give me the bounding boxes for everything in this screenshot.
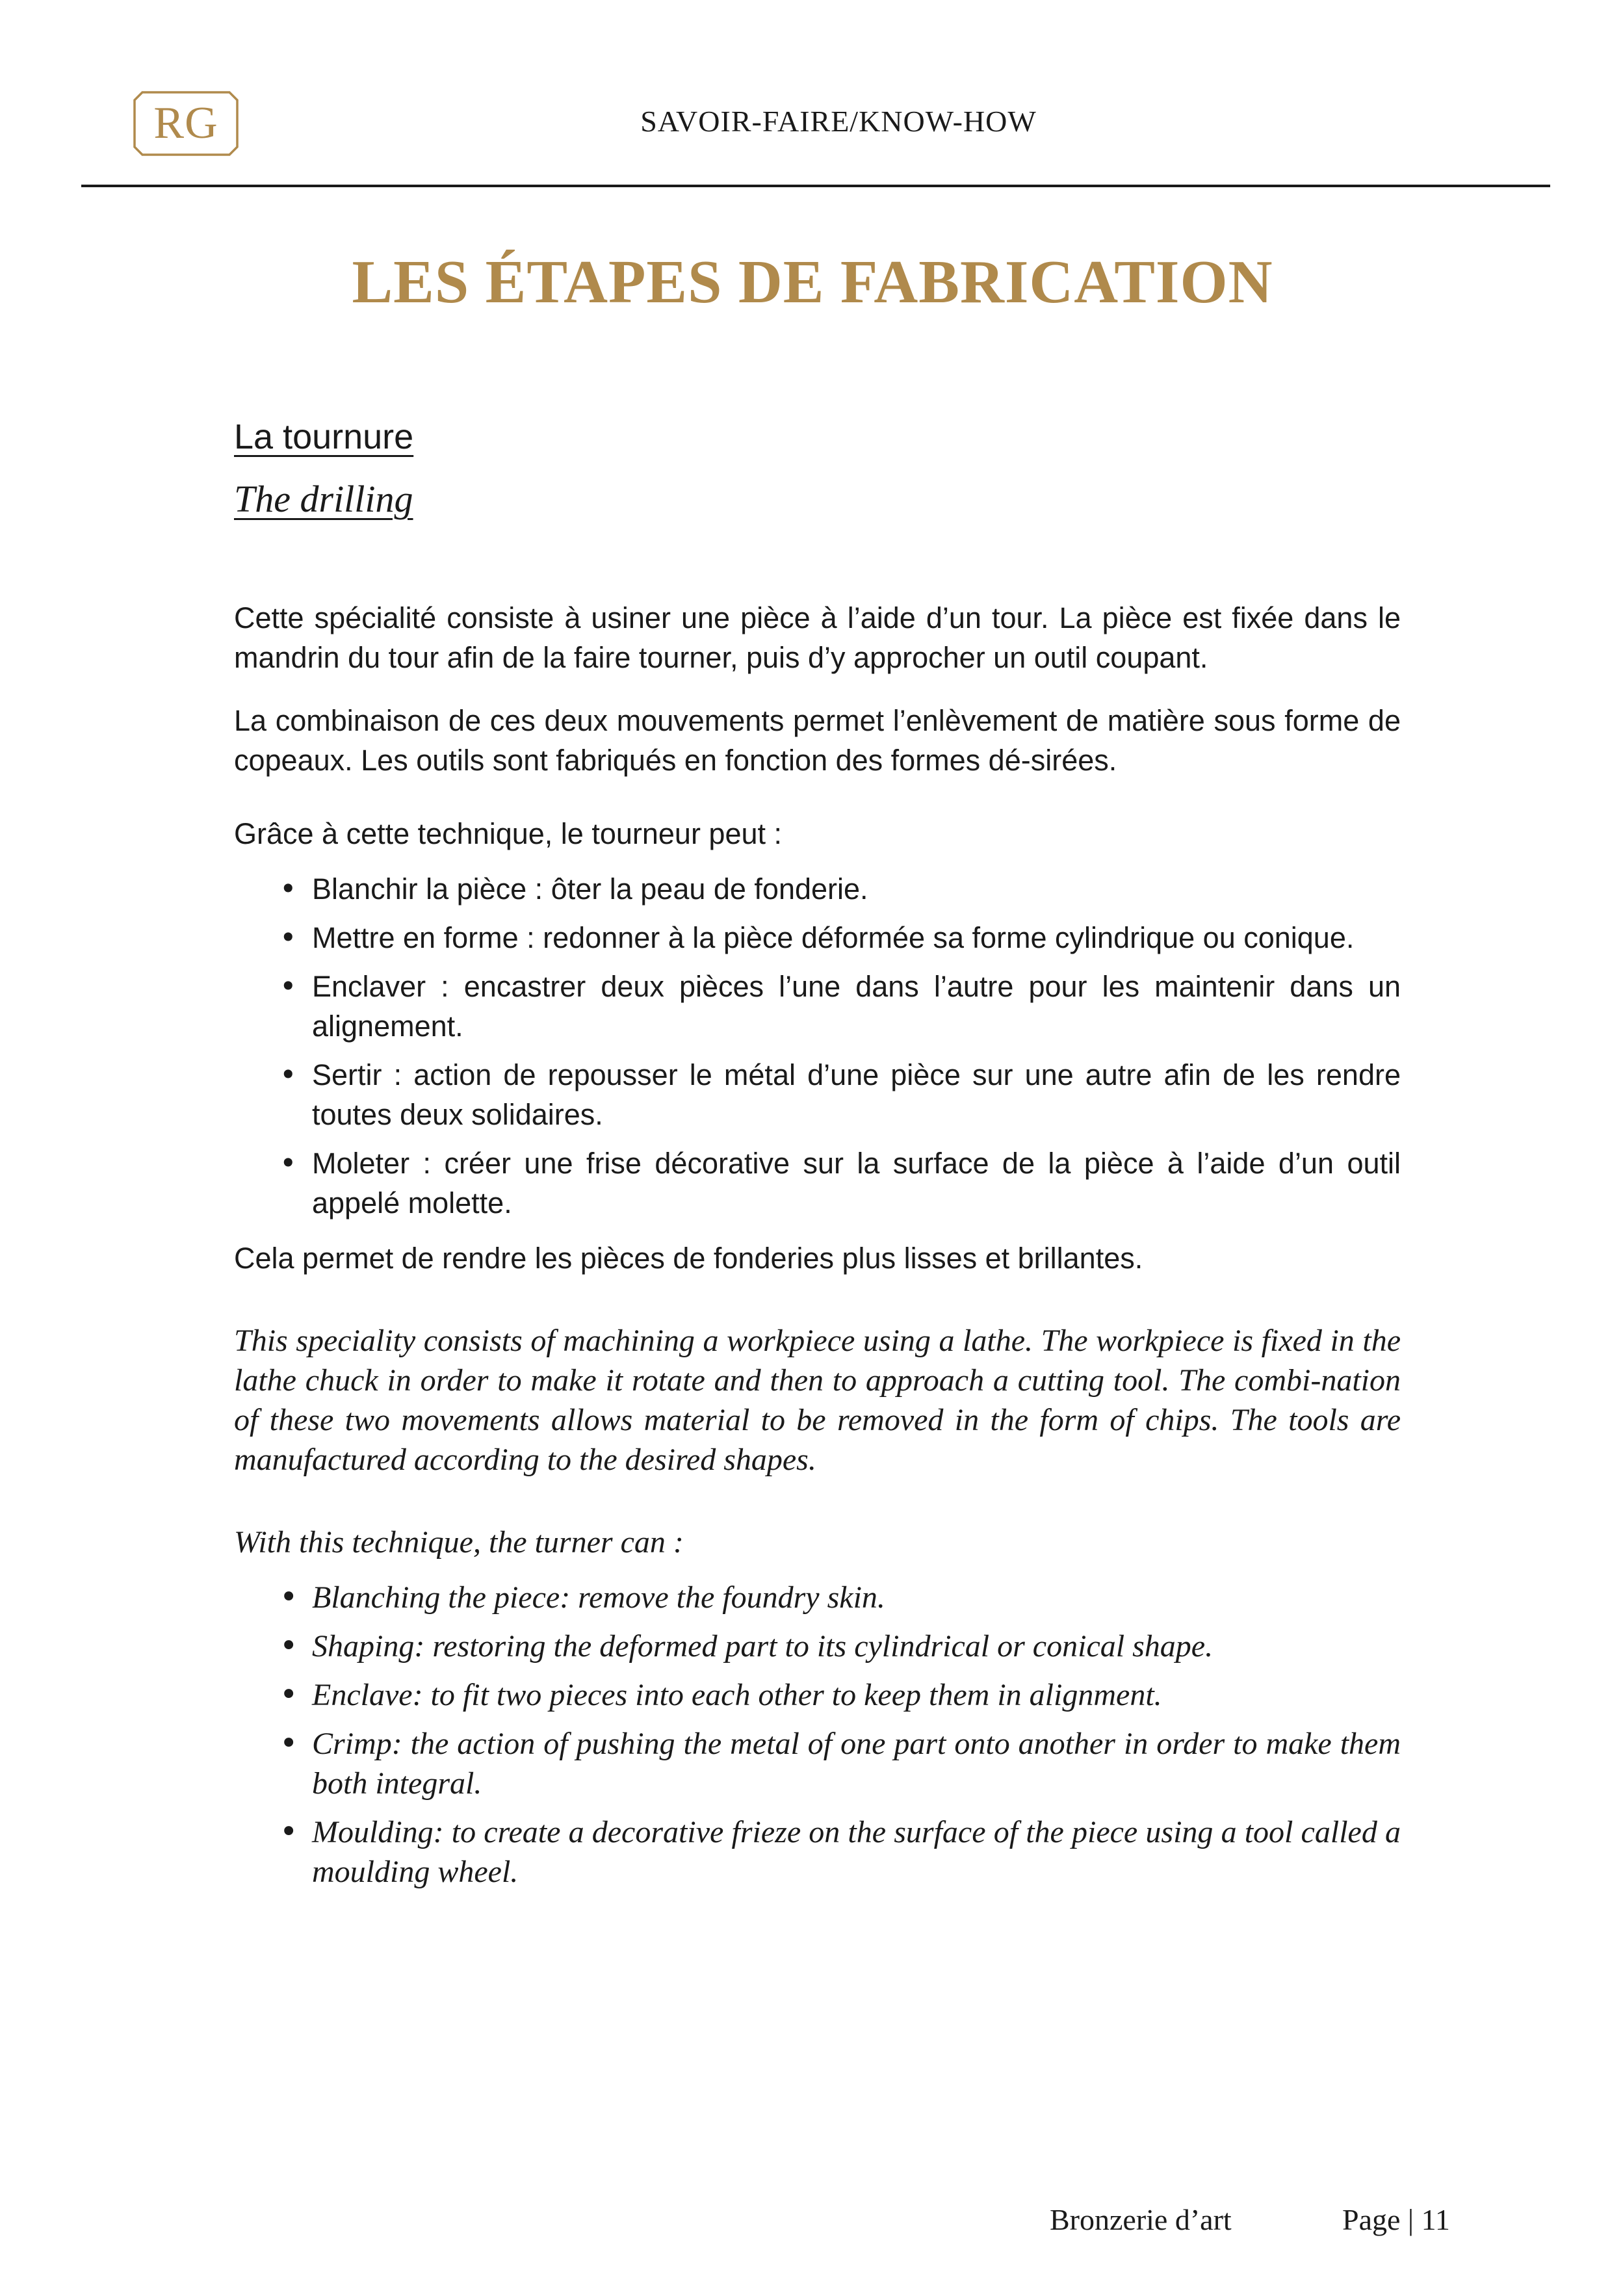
list-item: • Crimp: the action of pushing the metal of one part onto another in order to make them both integral. (279, 1725, 1401, 1801)
rg-logo (133, 91, 239, 156)
bullet-icon: • (279, 1814, 298, 1850)
bullet-icon: • (279, 1579, 298, 1615)
page-number: Page | 11 (1342, 2203, 1450, 2236)
list-item: • Moleter : créer une frise décorative sur la surface de la pièce à l’aide d’un outil appelé molette. (234, 1143, 1401, 1223)
section-title-en: The drilling (234, 478, 413, 520)
page-header (0, 0, 1623, 195)
logo-text: RG (153, 98, 218, 148)
list-item: • Enclave: to fit two pieces into each other to keep them in alignment. (234, 1675, 1401, 1715)
bullet-list-fr (234, 869, 1401, 1223)
bullet-icon: • (279, 1628, 298, 1664)
paragraph-fr-1: Cette spécialité consiste à usiner une pièce à l’aide d’un tour. La pièce est fixée dans le mandrin du tour afin de la faire tourner, puis d’y approcher un outil coupant. (234, 601, 1401, 674)
bullet-icon: • (279, 1725, 298, 1762)
header-title: SAVOIR-FAIRE/KNOW-HOW (640, 105, 1037, 138)
bullet-icon: • (279, 1146, 297, 1181)
bullet-icon: • (279, 969, 297, 1004)
paragraph-en-1: This speciality consists of machining a workpiece using a lathe. The workpiece is fixed in the lathe chuck in order to make it rotate and then to approach a cutting tool. The combi-nation of these two movements allows material to be removed in the form of chips. The tools are manufactured according to the desired shapes. (234, 1324, 1401, 1477)
paragraph-fr-intro: Grâce à cette technique, le tourneur peut : (234, 817, 783, 850)
page-footer (0, 2202, 1623, 2254)
list-item: • Shaping: restoring the deformed part to its cylindrical or conical shape. (234, 1626, 1401, 1666)
list-item: • Sertir : action de repousser le métal d’une pièce sur une autre afin de les rendre toutes deux solidaires. (234, 1055, 1401, 1134)
list-item: • Moulding: to create a decorative frieze on the surface of the piece using a tool called a moulding wheel. (279, 1814, 1401, 1889)
paragraph-en-intro: With this technique, the turner can : (234, 1525, 684, 1559)
footer-document-name: Bronzerie d’art (1050, 2203, 1232, 2236)
list-item: • Blanching the piece: remove the foundry skin. (234, 1578, 1401, 1617)
bullet-icon: • (279, 1058, 297, 1092)
bullet-icon: • (279, 1676, 298, 1713)
bullet-list-en (234, 1578, 1401, 1892)
header-divider (81, 185, 1550, 187)
paragraph-fr-2: La combinaison de ces deux mouvements permet l’enlèvement de matière sous forme de copeaux. Les outils sont fabriqués en fonction des formes dé-sirées. (234, 704, 1401, 777)
paragraph-fr-conclusion: Cela permet de rendre les pièces de fonderies plus lisses et brillantes. (234, 1242, 1143, 1275)
list-item: • Blanchir la pièce : ôter la peau de fonderie. (234, 869, 1401, 909)
bullet-icon: • (279, 872, 297, 906)
bullet-icon: • (279, 920, 297, 955)
page-title: LES ÉTAPES DE FABRICATION (352, 248, 1273, 316)
list-item: • Mettre en forme : redonner à la pièce déformée sa forme cylindrique ou conique. (234, 918, 1401, 958)
content (234, 413, 1401, 1907)
section-title-fr: La tournure (234, 417, 414, 456)
list-item: • Enclaver : encastrer deux pièces l’une dans l’autre pour les maintenir dans un alignement. (234, 967, 1401, 1046)
